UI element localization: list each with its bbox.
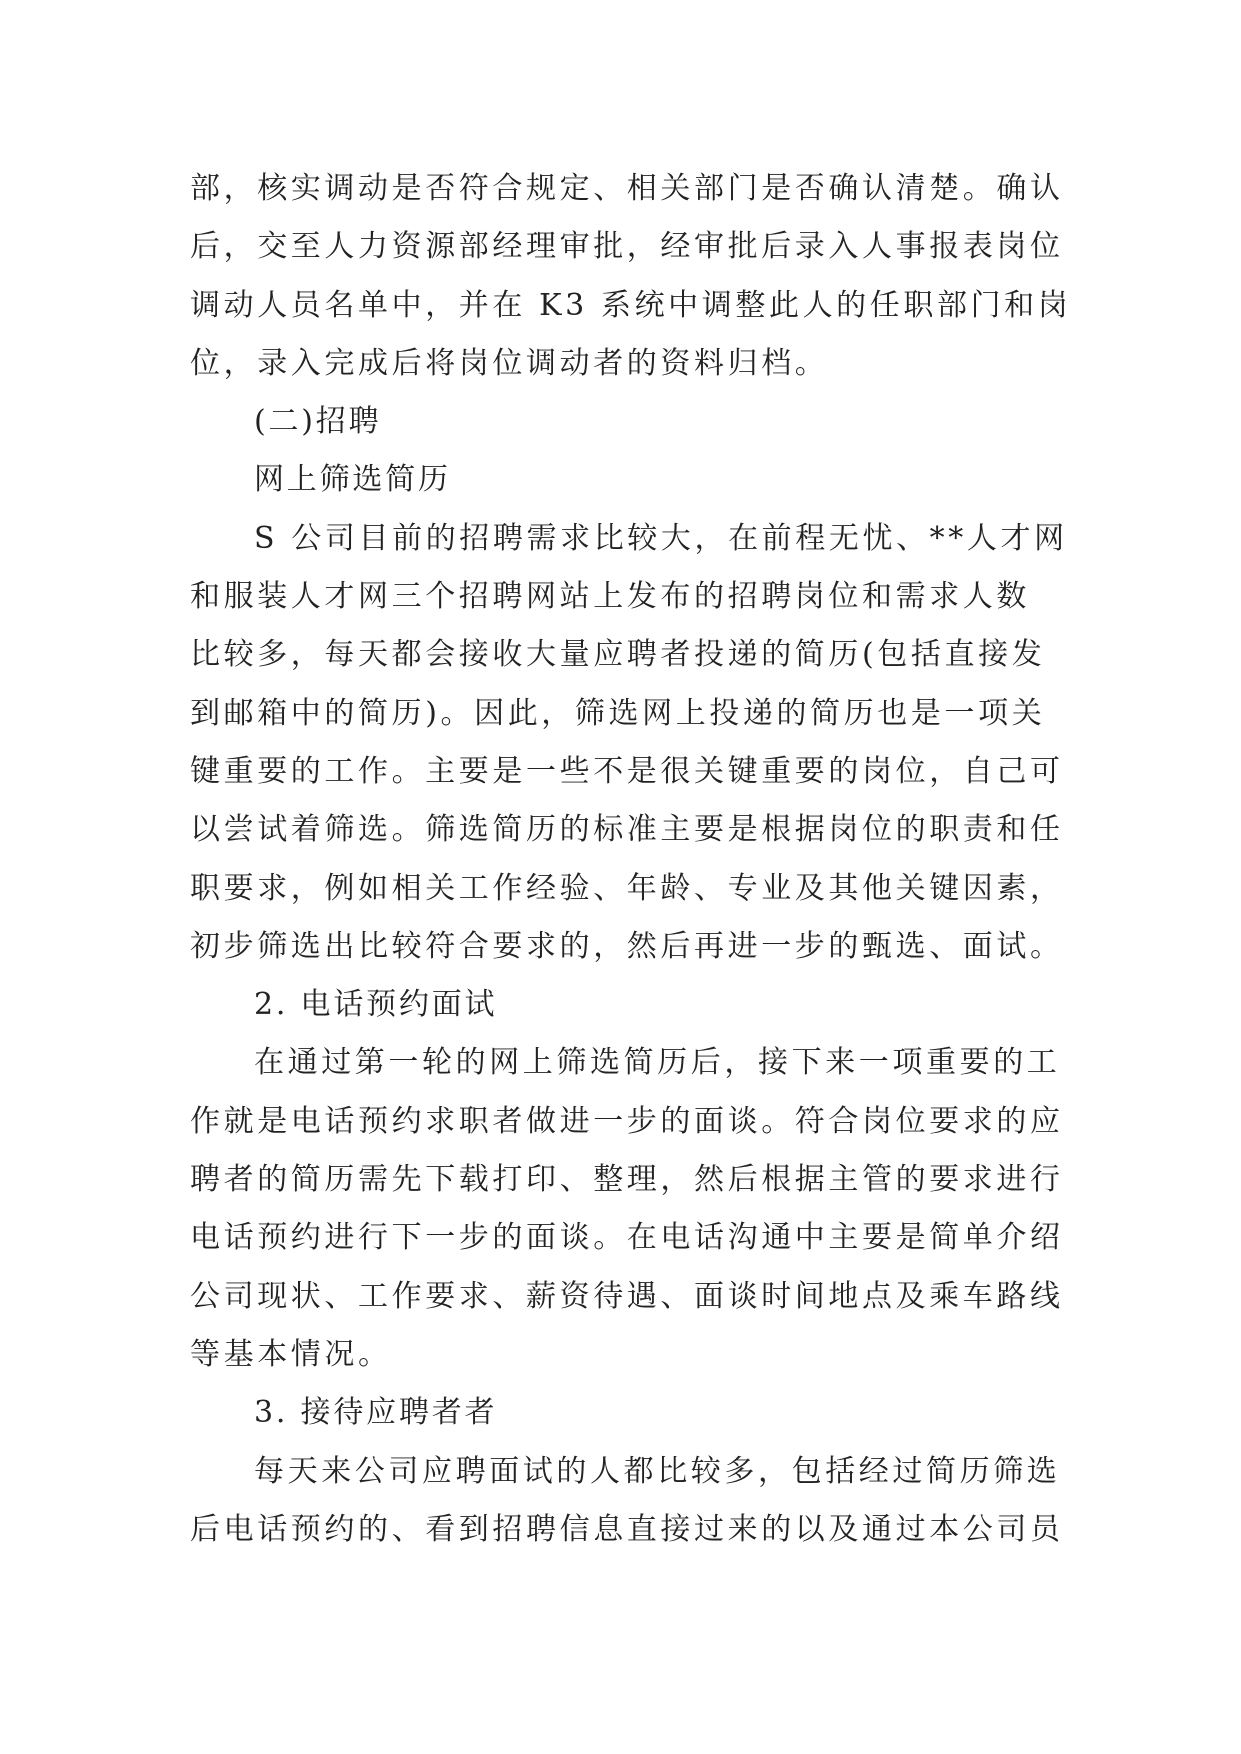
- subsection-heading-online-screening: 网上筛选简历: [254, 462, 451, 498]
- paragraph-line: 初步筛选出比较符合要求的，然后再进一步的甄选、面试。: [190, 928, 1064, 964]
- paragraph-line: 后电话预约的、看到招聘信息直接过来的以及通过本公司员: [190, 1511, 1064, 1547]
- subsection-heading-receive-applicants: 3. 接待应聘者者: [254, 1395, 498, 1431]
- paragraph-line: 在通过第一轮的网上筛选简历后，接下来一项重要的工: [254, 1045, 1061, 1081]
- document-body: [190, 160, 1072, 1559]
- subsection-heading-phone-interview: 2. 电话预约面试: [254, 987, 498, 1023]
- paragraph-line: 和服装人才网三个招聘网站上发布的招聘岗位和需求人数: [190, 579, 1030, 615]
- paragraph-line: 键重要的工作。主要是一些不是很关键重要的岗位，自己可: [190, 753, 1064, 789]
- paragraph-line: 每天来公司应聘面试的人都比较多，包括经过简历筛选: [254, 1453, 1061, 1489]
- paragraph-line: 等基本情况。: [190, 1336, 392, 1372]
- section-heading-recruitment: (二)招聘: [254, 404, 382, 440]
- paragraph-line: 职要求，例如相关工作经验、年龄、专业及其他关键因素，: [190, 870, 1064, 906]
- paragraph-line: 调动人员名单中，并在 K3 系统中调整此人的任职部门和岗: [190, 287, 1072, 323]
- paragraph-line: S 公司目前的招聘需求比较大，在前程无忧、**人才网: [254, 520, 1068, 556]
- paragraph-line: 作就是电话预约求职者做进一步的面谈。符合岗位要求的应: [190, 1103, 1064, 1139]
- paragraph-line: 公司现状、工作要求、薪资待遇、面谈时间地点及乘车路线: [190, 1278, 1064, 1314]
- paragraph-line: 比较多，每天都会接收大量应聘者投递的简历(包括直接发: [190, 637, 1046, 673]
- paragraph-line: 位，录入完成后将岗位调动者的资料归档。: [190, 345, 829, 381]
- paragraph-line: 部，核实调动是否符合规定、相关部门是否确认清楚。确认: [190, 171, 1064, 206]
- paragraph-line: 后，交至人力资源部经理审批，经审批后录入人事报表岗位: [190, 229, 1064, 265]
- paragraph-line: 聘者的简历需先下载打印、整理，然后根据主管的要求进行: [190, 1162, 1064, 1198]
- paragraph-line: 电话预约进行下一步的面谈。在电话沟通中主要是简单介绍: [190, 1220, 1064, 1256]
- paragraph-line: 以尝试着筛选。筛选简历的标准主要是根据岗位的职责和任: [190, 812, 1064, 848]
- paragraph-line: 到邮箱中的简历)。因此，筛选网上投递的简历也是一项关: [190, 695, 1046, 731]
